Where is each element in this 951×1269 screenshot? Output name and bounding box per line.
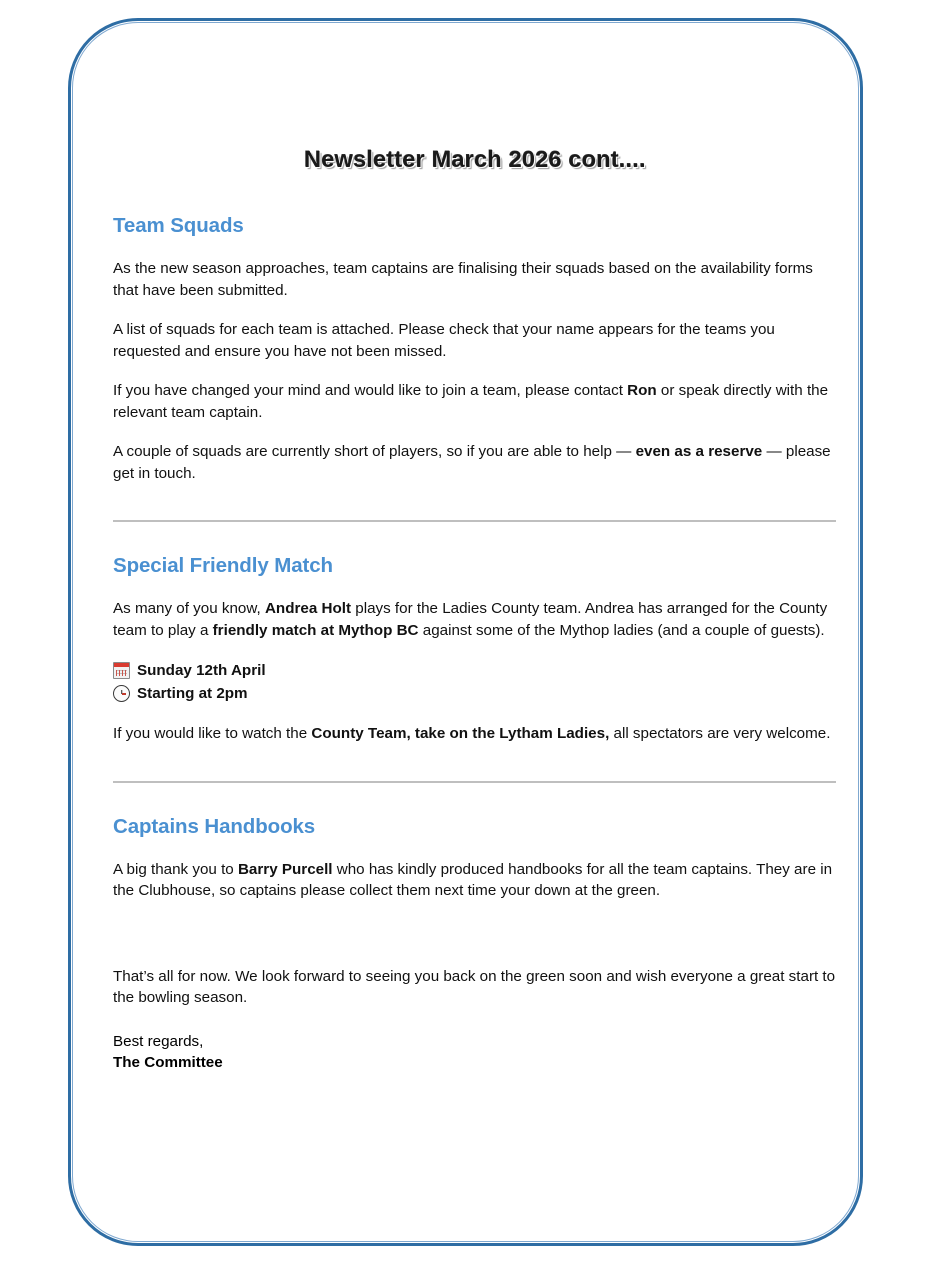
text-run-bold: Andrea Holt — [264, 600, 352, 617]
text-run-bold: County Team, take on the Lytham Ladies, — [311, 725, 610, 742]
paragraph-spectators-welcome — [113, 723, 837, 745]
paragraph-squads-availability — [113, 258, 837, 301]
event-date-label: Sunday 12th April — [137, 662, 266, 679]
page-title: Newsletter March 2026 cont.... — [304, 146, 646, 172]
text-run: As the new season approaches, team captains are finalising their squads based on the availability forms that have been submitted. — [113, 260, 813, 299]
text-run: or speak directly with the relevant team captain. — [113, 382, 829, 421]
event-details-list — [113, 659, 837, 705]
text-run: A big thank you to — [113, 860, 238, 878]
text-run: plays for the Ladies County team. Andrea has arranged for the County team to play a — [113, 600, 828, 639]
calendar-icon — [113, 662, 130, 679]
text-run: As many of you know, — [113, 600, 265, 617]
paragraph-friendly-match-intro — [113, 598, 837, 641]
event-time-line — [113, 682, 837, 705]
text-run-bold: friendly match at Mythop BC — [212, 621, 419, 639]
paragraph-squads-changed-mind — [113, 380, 837, 423]
section-heading-team-squads: Team Squads — [113, 214, 244, 237]
text-run: If you would like to watch the — [113, 725, 312, 742]
text-run-bold: Ron — [627, 382, 657, 399]
text-run: against some of the Mythop ladies (and a couple of guests). — [418, 621, 825, 639]
text-run-bold: even as a reserve — [635, 443, 763, 460]
paragraph-squads-short-of-players — [113, 441, 837, 484]
text-run: A list of squads for each team is attached. Please check that your name appears for the teams you requested and ensure you have not been missed. — [113, 321, 775, 360]
clock-icon — [113, 685, 130, 702]
paragraph-handbooks-thanks — [113, 859, 837, 902]
signoff-signature: The Committee — [113, 1054, 223, 1071]
section-heading-captains-handbooks: Captains Handbooks — [113, 814, 316, 838]
section-heading-special-friendly-match: Special Friendly Match — [113, 554, 333, 577]
text-run: — please get in touch. — [113, 443, 831, 482]
text-run: If you have changed your mind and would like to join a team, please contact — [113, 382, 628, 399]
event-date-line — [113, 659, 837, 682]
signoff-regards: Best regards, — [113, 1032, 204, 1050]
text-run-bold: Barry Purcell — [237, 860, 333, 878]
text-run: all spectators are very welcome. — [609, 725, 831, 742]
document-body — [113, 0, 837, 1074]
paragraph-squads-list — [113, 319, 837, 362]
text-run: who has kindly produced handbooks for all the team captains. They are in the Clubhouse, so captains please collect them next time your down at the green. — [113, 860, 833, 899]
signoff-block — [113, 1031, 837, 1074]
paragraph-closing: That’s all for now. We look forward to seeing you back on the green soon and wish everyone a great start to the bowling season. — [113, 967, 836, 1006]
event-time-label: Starting at 2pm — [137, 685, 248, 702]
text-run: A couple of squads are currently short of players, so if you are able to help — — [113, 443, 636, 460]
